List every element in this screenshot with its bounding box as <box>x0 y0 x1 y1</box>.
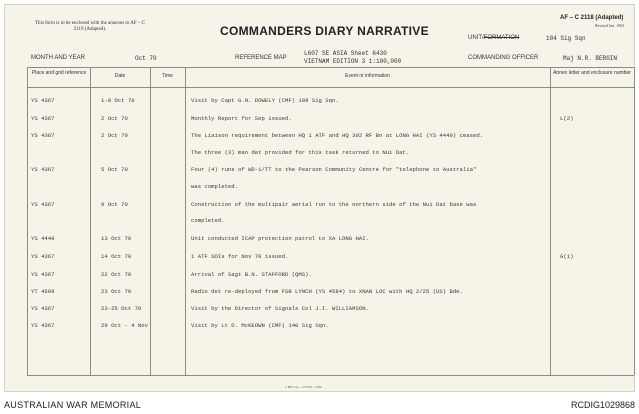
month-label: MONTH AND YEAR <box>31 55 85 61</box>
revised-date: Revised Jan. 1965 <box>595 23 625 28</box>
refmap-value-1: L607 SE ASIA Sheet 6430 <box>304 50 387 57</box>
refmap-value-2: VIETNAM EDITION 3 1:100,000 <box>304 58 402 65</box>
entry-event: The Liaison requirement between HQ 1 ATF and HQ 302 RF Bn at LONG HAI (YS 4449) ceased. <box>191 132 484 139</box>
entry-event-continued: completed. <box>191 217 225 224</box>
entry-event: Radio det re-deployed from FSB LYNCH (YS 4584) to XNAN LOC with HQ 2/25 (US) Bde. <box>191 288 463 295</box>
table-bottom-rule <box>27 375 634 376</box>
entry-event: 1 ATF SOIs for Nov 70 issued. <box>191 253 289 260</box>
table-row <box>5 231 636 247</box>
page-title: COMMANDERS DIARY NARRATIVE <box>220 24 429 38</box>
entry-event-continued: The three (3) man det provided for this task returned to Nui Dat. <box>191 149 410 156</box>
table-row <box>5 318 636 334</box>
entry-date: 23 Oct 70 <box>101 288 132 295</box>
entry-date: 5 Oct 70 <box>101 166 128 173</box>
printer-line: 1 BP Coy—271/65—25m <box>285 385 322 389</box>
table-row <box>5 93 636 109</box>
entry-event: Monthly Report for Sep issued. <box>191 115 292 122</box>
table-row <box>5 162 636 178</box>
grid-reference: YS 4367 <box>31 201 55 208</box>
annex-ref: L(2) <box>560 115 574 122</box>
entry-event-continued: was completed. <box>191 183 238 190</box>
unit-struck-text: FORMATION <box>483 35 520 41</box>
table-row <box>5 111 636 127</box>
entry-date: 1-8 Oct 70 <box>101 97 135 104</box>
institution-label: AUSTRALIAN WAR MEMORIAL <box>4 400 142 410</box>
col-head-annex: Annex letter and enclosure number <box>553 70 631 76</box>
entry-date: 14 Oct 70 <box>101 253 132 260</box>
header-bottom-rule <box>27 87 634 88</box>
entry-date: 23-25 Oct 70 <box>101 305 142 312</box>
table-row <box>5 213 636 229</box>
entry-date: 13 Oct 70 <box>101 235 132 242</box>
entry-date: 2 Oct 70 <box>101 132 128 139</box>
table-row <box>5 284 636 300</box>
entry-event: Visit by the Director of Signals Col J.I. WILLIAMSON. <box>191 305 369 312</box>
unit-value: 104 Sig Sqn <box>546 35 586 42</box>
col-head-place: Place and grid reference <box>31 70 87 76</box>
form-code: AF – C 2118 (Adapted) <box>560 15 624 21</box>
entry-event: Construction of the multipair aerial run to the northern side of the Nui Dat base was <box>191 201 477 208</box>
diary-page <box>4 4 635 392</box>
table-row <box>5 267 636 283</box>
grid-reference: YS 4367 <box>31 132 55 139</box>
grid-reference: YS 4367 <box>31 305 55 312</box>
grid-reference: YS 4367 <box>31 271 55 278</box>
grid-reference: YT 4609 <box>31 288 55 295</box>
table-row <box>5 197 636 213</box>
entry-event: Visit by Lt D. McKEOWN (CMF) 140 Sig Sqn. <box>191 322 329 329</box>
col-head-event: Event or information <box>345 73 390 79</box>
annex-ref: G(1) <box>560 253 574 260</box>
month-value: Oct 70 <box>135 55 157 62</box>
entry-date: 9 Oct 70 <box>101 201 128 208</box>
entry-date: 29 Oct - 4 Nov <box>101 322 148 329</box>
table-row <box>5 301 636 317</box>
entry-event: Four (4) runs of WD-1/TT to the Pearson Community Centre for "telephone to Australia" <box>191 166 477 173</box>
entry-event: Arrival of Sagt B.N. STAFFORD (QMS). <box>191 271 312 278</box>
co-label: COMMANDING OFFICER <box>468 55 539 61</box>
table-row <box>5 179 636 195</box>
entry-date: 2 Oct 70 <box>101 115 128 122</box>
table-row <box>5 128 636 144</box>
entry-date: 22 Oct 70 <box>101 271 132 278</box>
enclosure-note: This form is to be enclosed with the annexes to AF – C 2119 (Adapted). <box>35 21 145 32</box>
co-value: Maj N.R. BERGIN <box>563 55 618 62</box>
archive-footer <box>0 392 639 414</box>
refmap-label: REFERENCE MAP <box>235 55 287 61</box>
grid-reference: YS 4367 <box>31 115 55 122</box>
grid-reference: YS 4367 <box>31 253 55 260</box>
record-reference: RCDIG1029868 <box>570 400 635 410</box>
table-row <box>5 249 636 265</box>
grid-reference: YS 4367 <box>31 166 55 173</box>
entry-event: Visit by Capt G.N. DOWELY (CMF) 109 Sig Sqn. <box>191 97 339 104</box>
col-head-time: Time <box>162 73 173 79</box>
unit-label: UNIT/FORMATION <box>468 35 520 41</box>
table-top-rule <box>27 67 634 68</box>
grid-reference: YS 4367 <box>31 97 55 104</box>
grid-reference: YS 4367 <box>31 322 55 329</box>
entry-event: Unit conducted ICAP protection patrol to XA LONG HAI. <box>191 235 369 242</box>
col-head-date: Date <box>114 73 126 79</box>
table-row <box>5 145 636 161</box>
grid-reference: YS 4449 <box>31 235 55 242</box>
